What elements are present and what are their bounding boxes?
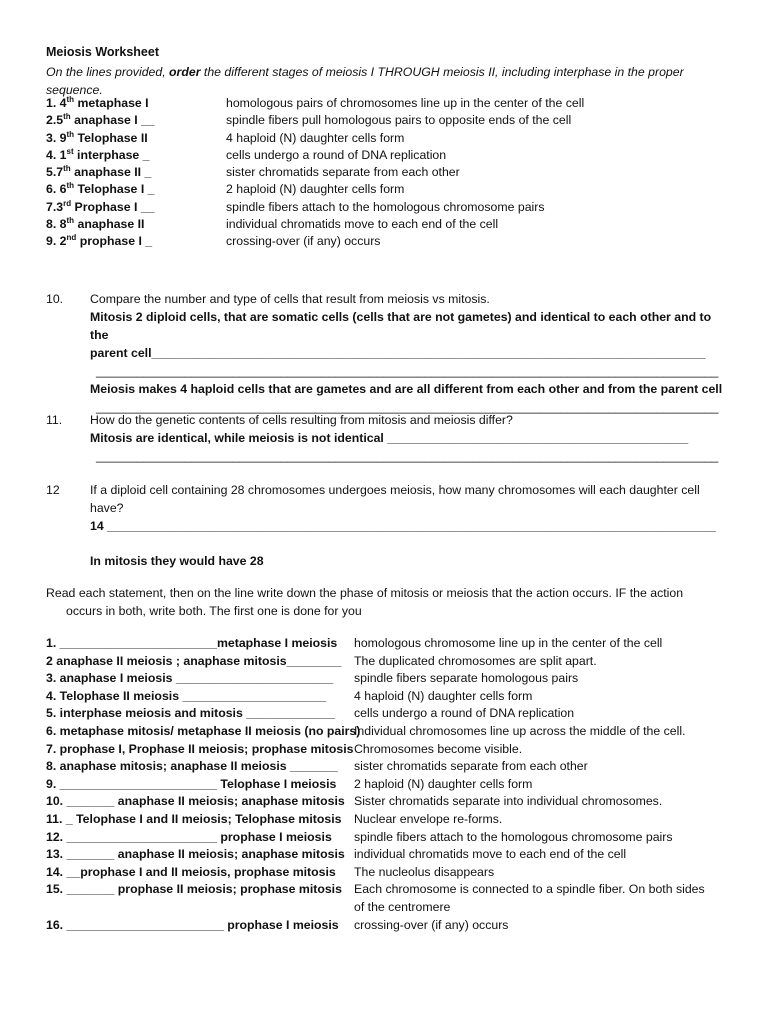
question-text: If a diploid cell containing 28 chromosomes undergoes meiosis, how many chromosomes will each daughter cell have? (90, 483, 700, 515)
stage-description: homologous pairs of chromosomes line up in the center of the cell (226, 96, 585, 110)
instructions-line: Read each statement, then on the line write down the phase of mitosis or meiosis that the action occurs. IF the action (46, 586, 684, 600)
stage-description: crossing-over (if any) occurs (226, 234, 381, 249)
statement-text: sister chromatids separate from each other (354, 759, 588, 774)
statement-text: Chromosomes become visible. (354, 741, 523, 756)
statement-text: cells undergo a round of DNA replication (354, 706, 575, 721)
statement-text: Each chromosome is connected to a spindle fiber. On both sides (354, 882, 705, 897)
statement-answer[interactable]: 3. anaphase I meiosis _______________________ (46, 671, 334, 686)
statement-answer[interactable]: 1. _______________________metaphase I meiosis (46, 636, 338, 650)
instructions-line: occurs in both, write both. The first one is done for you (66, 604, 362, 618)
question-text: Compare the number and type of cells that result from meiosis vs mitosis. (90, 292, 490, 306)
answer-text: Mitosis are identical, while meiosis is not identical ____________________________________________ (90, 431, 689, 445)
statement-text: Sister chromatids separate into individual chromosomes. (354, 794, 663, 809)
instructions-bold: order (169, 65, 201, 79)
statement-text: The duplicated chromosomes are split apart. (354, 653, 597, 668)
statement-text: 4 haploid (N) daughter cells form (354, 688, 533, 703)
stage-label: 5.7th anaphase II _ (46, 164, 152, 180)
statement-text: individual chromatids move to each end of the cell (354, 847, 627, 862)
statement-answer[interactable]: 16. _______________________ prophase I meiosis (46, 917, 339, 932)
instructions-post: the different stages of meiosis I THROUGH meiosis II, including interphase in the proper sequence. (46, 65, 684, 97)
instructions-pre: On the lines provided, (46, 65, 170, 79)
question-text: How do the genetic contents of cells resulting from mitosis and meiosis differ? (90, 413, 513, 427)
statement-answer[interactable]: 7. prophase I, Prophase II meiosis; prophase mitosis (46, 741, 354, 756)
stage-label: 2.5th anaphase I __ (46, 112, 155, 128)
stage-label: 9. 2nd prophase I _ (46, 233, 153, 249)
stage-label: 1. 4th metaphase I (46, 94, 149, 110)
stage-description: spindle fibers pull homologous pairs to opposite ends of the cell (226, 113, 572, 128)
stage-description: cells undergo a round of DNA replication (226, 147, 447, 162)
statement-text: crossing-over (if any) occurs (354, 917, 509, 932)
statement-text: homologous chromosome line up in the center of the cell (354, 636, 663, 650)
statement-answer[interactable]: 4. Telophase II meiosis _____________________ (46, 688, 327, 703)
statement-answer[interactable]: 10. _______ anaphase II meiosis; anaphase mitosis (46, 794, 345, 809)
statement-answer[interactable]: 9. _______________________ Telophase I meiosis (46, 776, 337, 791)
stage-label: 7.3rd Prophase I __ (46, 198, 155, 214)
worksheet-title: Meiosis Worksheet (46, 45, 160, 59)
statement-text-cont: of the centromere (354, 899, 451, 914)
answer-text: 14 _________________________________________________________________________________________ (90, 519, 716, 533)
answer-text: parent cell_________________________________________________________________________________ (90, 346, 706, 360)
instructions (46, 63, 726, 99)
question-number: 10. (46, 292, 64, 306)
statement-text: Nuclear envelope re-forms. (354, 811, 503, 826)
question-number: 12 (46, 483, 60, 497)
instructions-part2 (46, 584, 726, 620)
answer-line[interactable]: ___________________________________________________________________________________________ (96, 364, 719, 378)
statement-answer[interactable]: 14. __prophase I and II meiosis, prophase mitosis (46, 864, 336, 879)
statement-answer[interactable]: 6. metaphase mitosis/ metaphase II meiosis (no pairs) (46, 723, 361, 738)
stage-description: spindle fibers attach to the homologous chromosome pairs (226, 199, 545, 214)
statement-text: spindle fibers attach to the homologous chromosome pairs (354, 829, 673, 844)
stage-label: 8. 8th anaphase II (46, 215, 145, 232)
statement-text: 2 haploid (N) daughter cells form (354, 776, 533, 791)
statement-text: spindle fibers separate homologous pairs (354, 671, 579, 686)
question-number: 11. (46, 413, 63, 427)
answer-line[interactable]: ___________________________________________________________________________________________ (96, 400, 719, 414)
stage-description: 4 haploid (N) daughter cells form (226, 130, 405, 145)
statement-answer[interactable]: 2 anaphase II meiosis ; anaphase mitosis________ (46, 653, 342, 668)
answer-text: Meiosis makes 4 haploid cells that are gametes and are all different from each other and from the parent cell (90, 382, 723, 396)
stage-label: 6. 6th Telophase I _ (46, 181, 155, 197)
statement-answer[interactable]: 12. ______________________ prophase I meiosis (46, 829, 332, 844)
stage-description: sister chromatids separate from each other (226, 165, 460, 180)
stage-label: 3. 9th Telophase II (46, 129, 148, 145)
answer-text: Mitosis 2 diploid cells, that are somatic cells (cells that are not gametes) and identical to each other and to the (90, 310, 712, 342)
answer-line[interactable]: ___________________________________________________________________________________________ (96, 449, 719, 463)
statement-answer[interactable]: 15. _______ prophase II meiosis; prophase mitosis (46, 882, 342, 897)
statement-answer[interactable]: 11. _ Telophase I and II meiosis; Telophase mitosis (46, 811, 342, 826)
statement-answer[interactable]: 13. _______ anaphase II meiosis; anaphase mitosis (46, 847, 345, 862)
answer-text: In mitosis they would have 28 (90, 554, 264, 568)
statement-answer[interactable]: 5. interphase meiosis and mitosis _____________ (46, 706, 336, 721)
statement-text: The nucleolus disappears (354, 864, 495, 879)
stage-label: 4. 1st interphase _ (46, 146, 150, 162)
stage-description: 2 haploid (N) daughter cells form (226, 182, 405, 197)
statement-answer[interactable]: 8. anaphase mitosis; anaphase II meiosis _______ (46, 759, 338, 774)
statement-text: Individual chromosomes line up across the middle of the cell. (354, 723, 686, 738)
stage-description: individual chromatids move to each end of the cell (226, 217, 499, 232)
